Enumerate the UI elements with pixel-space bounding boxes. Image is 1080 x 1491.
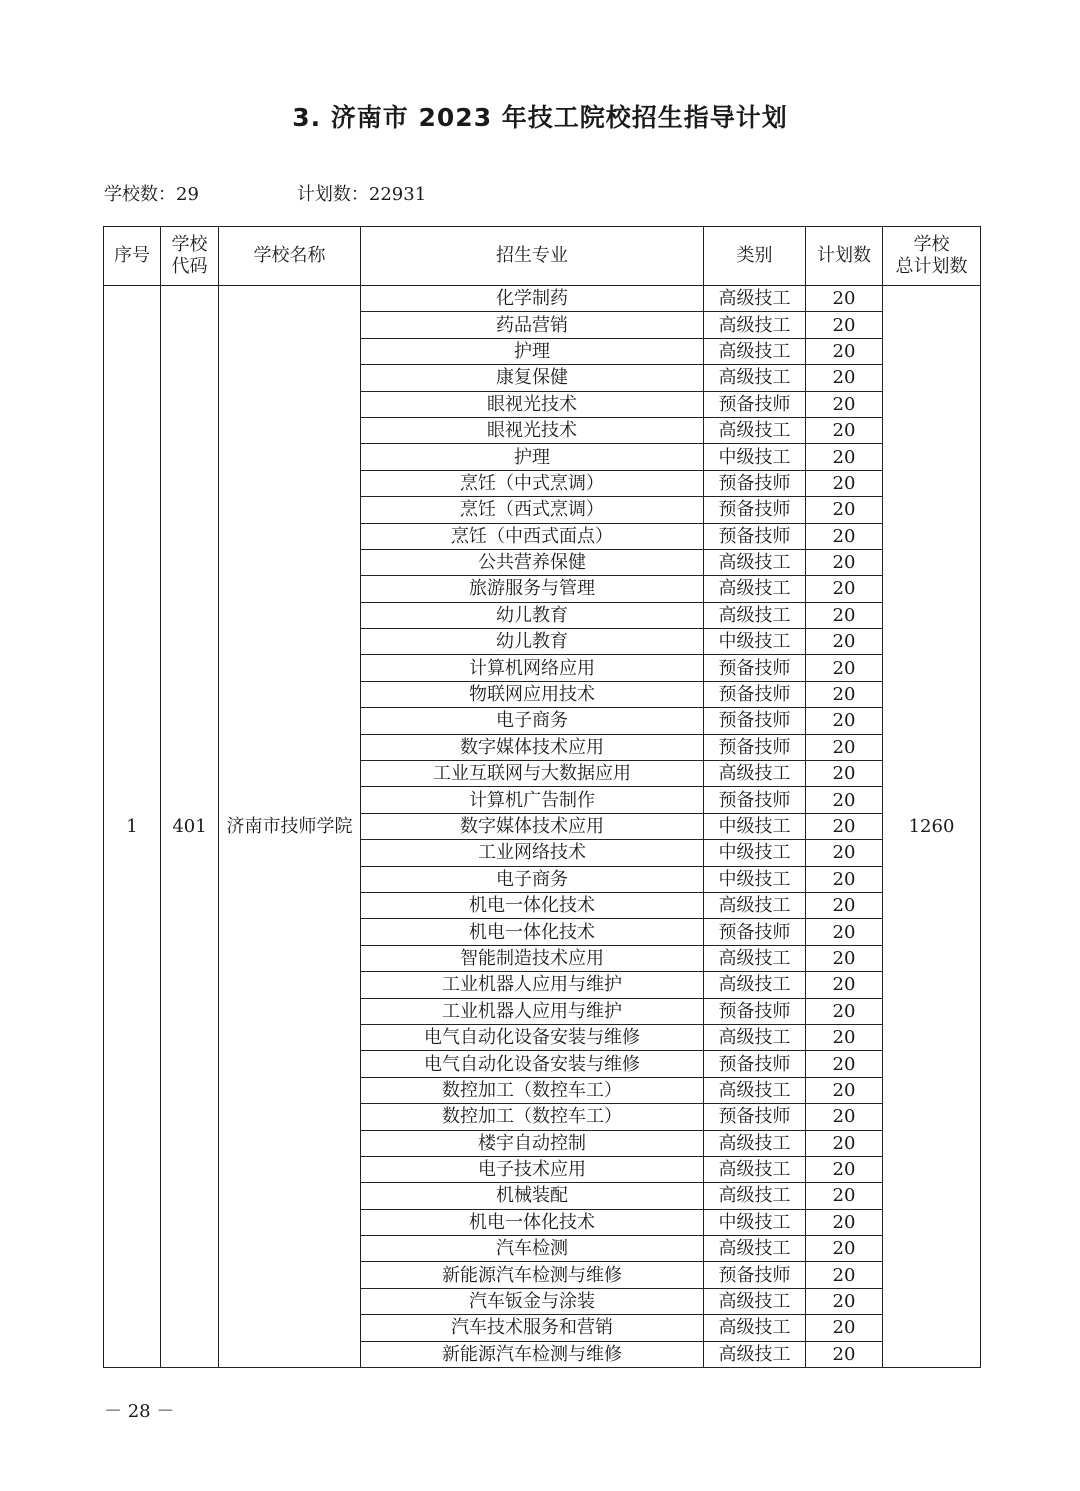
plan-cell: 20	[806, 972, 883, 998]
school-code: 401	[161, 286, 219, 1368]
category-cell: 中级技工	[704, 813, 806, 839]
category-cell: 高级技工	[704, 312, 806, 338]
school-count: 学校数：29	[104, 184, 199, 205]
major-cell: 智能制造技术应用	[361, 945, 704, 971]
category-cell: 预备技师	[704, 1104, 806, 1130]
major-cell: 工业机器人应用与维护	[361, 972, 704, 998]
category-cell: 预备技师	[704, 497, 806, 523]
school-seq: 1	[104, 286, 161, 1368]
plan-cell: 20	[806, 919, 883, 945]
category-cell: 高级技工	[704, 365, 806, 391]
category-cell: 预备技师	[704, 523, 806, 549]
category-cell: 预备技师	[704, 998, 806, 1024]
plan-cell: 20	[806, 787, 883, 813]
plan-cell: 20	[806, 470, 883, 496]
header-major: 招生专业	[361, 227, 704, 286]
plan-cell: 20	[806, 892, 883, 918]
plan-cell: 20	[806, 1315, 883, 1341]
plan-cell: 20	[806, 338, 883, 364]
category-cell: 高级技工	[704, 972, 806, 998]
category-cell: 中级技工	[704, 866, 806, 892]
school-total: 1260	[883, 286, 981, 1368]
category-cell: 预备技师	[704, 470, 806, 496]
category-cell: 高级技工	[704, 1315, 806, 1341]
major-cell: 机械装配	[361, 1183, 704, 1209]
major-cell: 康复保健	[361, 365, 704, 391]
plan-cell: 20	[806, 391, 883, 417]
major-cell: 数控加工（数控车工）	[361, 1104, 704, 1130]
major-cell: 烹饪（中西式面点）	[361, 523, 704, 549]
plan-cell: 20	[806, 417, 883, 443]
major-cell: 新能源汽车检测与维修	[361, 1341, 704, 1367]
plan-cell: 20	[806, 312, 883, 338]
major-cell: 新能源汽车检测与维修	[361, 1262, 704, 1288]
category-cell: 高级技工	[704, 1024, 806, 1050]
plan-cell: 20	[806, 523, 883, 549]
major-cell: 公共营养保健	[361, 549, 704, 575]
category-cell: 高级技工	[704, 945, 806, 971]
category-cell: 中级技工	[704, 444, 806, 470]
plan-cell: 20	[806, 655, 883, 681]
category-cell: 预备技师	[704, 1262, 806, 1288]
plan-cell: 20	[806, 708, 883, 734]
category-cell: 高级技工	[704, 892, 806, 918]
plan-cell: 20	[806, 734, 883, 760]
header-school-total: 学校 总计划数	[883, 227, 981, 286]
plan-cell: 20	[806, 1183, 883, 1209]
category-cell: 高级技工	[704, 286, 806, 312]
major-cell: 护理	[361, 444, 704, 470]
category-cell: 预备技师	[704, 1051, 806, 1077]
category-cell: 预备技师	[704, 655, 806, 681]
header-category: 类别	[704, 227, 806, 286]
major-cell: 护理	[361, 338, 704, 364]
plan-cell: 20	[806, 840, 883, 866]
plan-cell: 20	[806, 1288, 883, 1314]
category-cell: 高级技工	[704, 1288, 806, 1314]
plan-cell: 20	[806, 761, 883, 787]
page-title: 3. 济南市 2023 年技工院校招生指导计划	[292, 103, 788, 132]
plan-cell: 20	[806, 1024, 883, 1050]
major-cell: 烹饪（西式烹调）	[361, 497, 704, 523]
category-cell: 预备技师	[704, 919, 806, 945]
category-cell: 高级技工	[704, 1341, 806, 1367]
major-cell: 汽车检测	[361, 1236, 704, 1262]
major-cell: 机电一体化技术	[361, 892, 704, 918]
category-cell: 高级技工	[704, 761, 806, 787]
header-school-name: 学校名称	[219, 227, 361, 286]
school-name: 济南市技师学院	[219, 286, 361, 1368]
major-cell: 数字媒体技术应用	[361, 813, 704, 839]
major-cell: 计算机网络应用	[361, 655, 704, 681]
page-number: － 28 －	[104, 1401, 175, 1422]
major-cell: 物联网应用技术	[361, 681, 704, 707]
table-body	[104, 286, 981, 1368]
summary-line	[104, 180, 426, 206]
major-cell: 数字媒体技术应用	[361, 734, 704, 760]
plan-cell: 20	[806, 286, 883, 312]
table-row	[104, 286, 981, 312]
category-cell: 高级技工	[704, 338, 806, 364]
category-cell: 高级技工	[704, 1077, 806, 1103]
plan-cell: 20	[806, 497, 883, 523]
major-cell: 数控加工（数控车工）	[361, 1077, 704, 1103]
plan-cell: 20	[806, 1104, 883, 1130]
enrollment-plan-table	[103, 226, 981, 1368]
plan-cell: 20	[806, 1130, 883, 1156]
plan-cell: 20	[806, 866, 883, 892]
category-cell: 预备技师	[704, 708, 806, 734]
plan-cell: 20	[806, 576, 883, 602]
major-cell: 电子技术应用	[361, 1156, 704, 1182]
major-cell: 电气自动化设备安装与维修	[361, 1024, 704, 1050]
plan-cell: 20	[806, 813, 883, 839]
category-cell: 高级技工	[704, 1183, 806, 1209]
major-cell: 化学制药	[361, 286, 704, 312]
plan-cell: 20	[806, 681, 883, 707]
plan-cell: 20	[806, 998, 883, 1024]
plan-cell: 20	[806, 549, 883, 575]
header-plan: 计划数	[806, 227, 883, 286]
plan-cell: 20	[806, 945, 883, 971]
plan-cell: 20	[806, 1341, 883, 1367]
plan-cell: 20	[806, 1051, 883, 1077]
category-cell: 预备技师	[704, 734, 806, 760]
major-cell: 烹饪（中式烹调）	[361, 470, 704, 496]
plan-cell: 20	[806, 629, 883, 655]
category-cell: 高级技工	[704, 576, 806, 602]
major-cell: 电子商务	[361, 866, 704, 892]
major-cell: 汽车技术服务和营销	[361, 1315, 704, 1341]
category-cell: 预备技师	[704, 787, 806, 813]
plan-cell: 20	[806, 1156, 883, 1182]
major-cell: 电子商务	[361, 708, 704, 734]
plan-cell: 20	[806, 602, 883, 628]
major-cell: 药品营销	[361, 312, 704, 338]
plan-cell: 20	[806, 1077, 883, 1103]
header-school-code: 学校 代码	[161, 227, 219, 286]
category-cell: 高级技工	[704, 1130, 806, 1156]
plan-cell: 20	[806, 1262, 883, 1288]
plan-cell: 20	[806, 365, 883, 391]
plan-cell: 20	[806, 1236, 883, 1262]
category-cell: 预备技师	[704, 391, 806, 417]
category-cell: 高级技工	[704, 602, 806, 628]
major-cell: 汽车钣金与涂装	[361, 1288, 704, 1314]
major-cell: 旅游服务与管理	[361, 576, 704, 602]
major-cell: 计算机广告制作	[361, 787, 704, 813]
plan-cell: 20	[806, 444, 883, 470]
category-cell: 高级技工	[704, 1156, 806, 1182]
major-cell: 机电一体化技术	[361, 919, 704, 945]
header-seq: 序号	[104, 227, 161, 286]
category-cell: 预备技师	[704, 681, 806, 707]
category-cell: 中级技工	[704, 629, 806, 655]
major-cell: 工业互联网与大数据应用	[361, 761, 704, 787]
major-cell: 机电一体化技术	[361, 1209, 704, 1235]
major-cell: 幼儿教育	[361, 629, 704, 655]
category-cell: 中级技工	[704, 1209, 806, 1235]
major-cell: 电气自动化设备安装与维修	[361, 1051, 704, 1077]
category-cell: 中级技工	[704, 840, 806, 866]
plan-cell: 20	[806, 1209, 883, 1235]
major-cell: 工业网络技术	[361, 840, 704, 866]
major-cell: 眼视光技术	[361, 417, 704, 443]
category-cell: 高级技工	[704, 417, 806, 443]
major-cell: 楼宇自动控制	[361, 1130, 704, 1156]
category-cell: 高级技工	[704, 1236, 806, 1262]
major-cell: 工业机器人应用与维护	[361, 998, 704, 1024]
major-cell: 眼视光技术	[361, 391, 704, 417]
major-cell: 幼儿教育	[361, 602, 704, 628]
category-cell: 高级技工	[704, 549, 806, 575]
plan-count: 计划数：22931	[296, 184, 427, 205]
header-row	[104, 227, 981, 286]
